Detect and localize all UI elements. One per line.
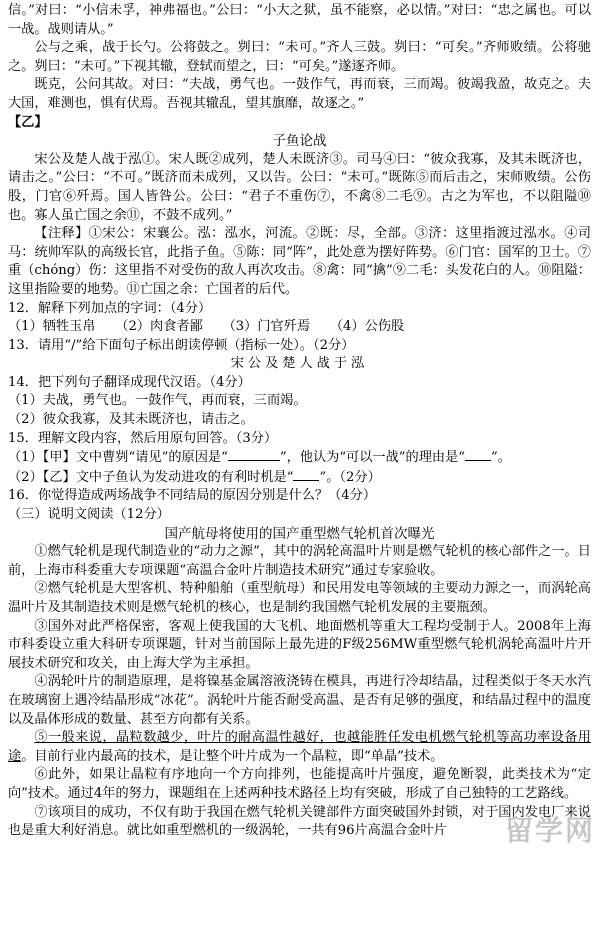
question-12: 12．解释下列加点的字词：（4分） xyxy=(8,300,212,316)
section-b-label: 【乙】 xyxy=(8,114,48,130)
answer-blank[interactable] xyxy=(293,468,319,481)
article-paragraph-2: ②燃气轮机是大型客机、特种船舶（重型航母）和民用发电等领域的主要动力源之一，而涡轮高温叶片及其制造技术则是燃气轮机的核心，也是制约我国燃气轮机发展的主要瓶颈。 xyxy=(8,581,591,615)
watermark-logo: 留学网 xyxy=(504,814,595,848)
section-three-heading: （三）说明文阅读（12分） xyxy=(8,507,170,523)
passage-a-paragraph-3: 既克，公问其故。对曰：“夫战，勇气也。一鼓作气，再而衰，三而竭。彼竭我盈，故克之。夫大国，难测也，惧有伏焉。吾视其辙乱，望其旗靡，故逐之。” xyxy=(8,77,591,111)
underlined-sentence: ⑤一般来说，晶粒数越少，叶片的耐高温性越好，也越能胜任发电机燃气轮机等高功率设备用途 xyxy=(8,730,591,764)
question-16: 16．你觉得造成两场战争不同结局的原因分别是什么？（4分） xyxy=(8,488,377,504)
question-12-items: （1）牺牲玉帛 （2）肉食者鄙 （3）门官歼焉 （4）公伤股 xyxy=(8,319,405,335)
article-paragraph-5: ⑤一般来说，晶粒数越少，叶片的耐高温性越好，也越能胜任发电机燃气轮机等高功率设备用途。目前行业内最高的技术，是让整个叶片成为一个晶粒，即“单晶”技术。 xyxy=(8,730,591,764)
question-13: 13．请用“/”给下面句子标出朗读停顿（指标一处）。（2分） xyxy=(8,337,355,353)
article-paragraph-6: ⑥此外，如果让晶粒有序地向一个方向排列，也能提高叶片强度，避免断裂，此类技术为“定向”技术。通过4年的努力，课题组在上述两种技术路径上均有突破，形成了自己独特的工艺路线。 xyxy=(8,767,591,801)
passage-b-title: 子鱼论战 xyxy=(272,133,327,150)
passage-a-paragraph-2: 公与之乘，战于长勺。公将鼓之。刿曰：“未可。”齐人三鼓。刿曰：“可矣。”齐师败绩。公将驰之。刿曰：“未可。”下视其辙，登轼而望之，曰：“可矣。”遂逐齐师。 xyxy=(8,40,591,74)
article-paragraph-1: ①燃气轮机是现代制造业的“动力之源”，其中的涡轮高温叶片则是燃气轮机的核心部件之一。日前，上海市科委重大专项课题“高温合金叶片制造技术研究”通过专家验收。 xyxy=(8,544,591,578)
question-14: 14．把下列句子翻译成现代汉语。（4分） xyxy=(8,374,251,390)
question-14-item-2: （2）彼众我寡，及其未既济也，请击之。 xyxy=(8,412,254,428)
question-13-sentence: 宋公及楚人战于泓 xyxy=(230,356,369,372)
question-15-item-2: （2）【乙】文中子鱼认为发动进攻的有利时机是“ ”。（2分） xyxy=(8,469,381,485)
article-paragraph-7: ⑦该项目的成功，不仅有助于我国在燃气轮机关键部件方面突破国外封锁，对于国内发电厂来说也是重大利好消息。就比如重型燃机的一级涡轮，一共有96片高温合金叶片 xyxy=(8,804,591,839)
article-paragraph-3: ③国外对此严格保密，客观上使我国的大飞机、地面燃机等重大工程均受制于人。2008年上海市科委设立重大科研专项课题，针对当前国际上最先进的F级256MW重型燃气轮机涡轮高温叶片开展技术研究和攻关，由上海大学为主承担。 xyxy=(8,618,591,671)
passage-a-paragraph-1: 信。”对曰：“小信未孚，神弗福也。”公曰：“小大之狱，虽不能察，必以情。”对曰：“忠之属也。可以一战。战则请从。” xyxy=(8,3,591,37)
question-14-item-1: （1）夫战，勇气也。一鼓作气，再而衰，三而竭。 xyxy=(8,393,307,409)
passage-b-notes: 【注释】①宋公：宋襄公。泓：泓水，河流。②既：尽，全部。③济：这里指渡过泓水。④司马：统帅军队的高级长官，此指子鱼。⑤陈：同“阵”，此处意为摆好阵势。⑥门官：国军的卫士。⑦重（chóng）伤：这里指不对受伤的敌人再次攻击。⑧禽：同“擒”⑨二毛：头发花白的人。⑩阻隘：这里指险要的地势。⑪亡国之余：亡国者的后代。 xyxy=(8,226,591,297)
question-15-item-1: （1）【甲】文中曹刿“请见”的原因是“ ”，他认为“可以一战”的理由是“ ”。 xyxy=(8,450,511,466)
answer-blank[interactable] xyxy=(228,448,280,461)
answer-blank[interactable] xyxy=(465,448,491,461)
article-paragraph-4: ④涡轮叶片的制造原理，是将镍基金属溶液浇铸在模具，再进行冷却结晶，过程类似于冬天水汽在玻璃窗上遇冷结晶形成“冰花”。涡轮叶片能否耐受高温、是否有足够的强度，和结晶过程中的温度以及晶体形成的数量、甚至方向都有关系。 xyxy=(8,674,591,727)
question-15: 15．理解文段内容，然后用原句回答。（3分） xyxy=(8,430,278,446)
article-title: 国产航母将使用的国产重型燃气轮机首次曝光 xyxy=(164,525,435,542)
passage-b-paragraph: 宋公及楚人战于泓①。宋人既②成列，楚人未既济③。司马④曰：“彼众我寡，及其未既济也，请击之。”公曰：“不可。”既济而未成列，又以告。公曰：“未可。”既陈⑤而后击之，宋师败绩。公伤股，门官⑥歼焉。国人皆咎公。公曰：“君子不重伤⑦，不禽⑧二毛⑨。古之为军也，不以阻隘⑩也。寡人虽亡国之余⑪，不鼓不成列。” xyxy=(8,151,591,223)
